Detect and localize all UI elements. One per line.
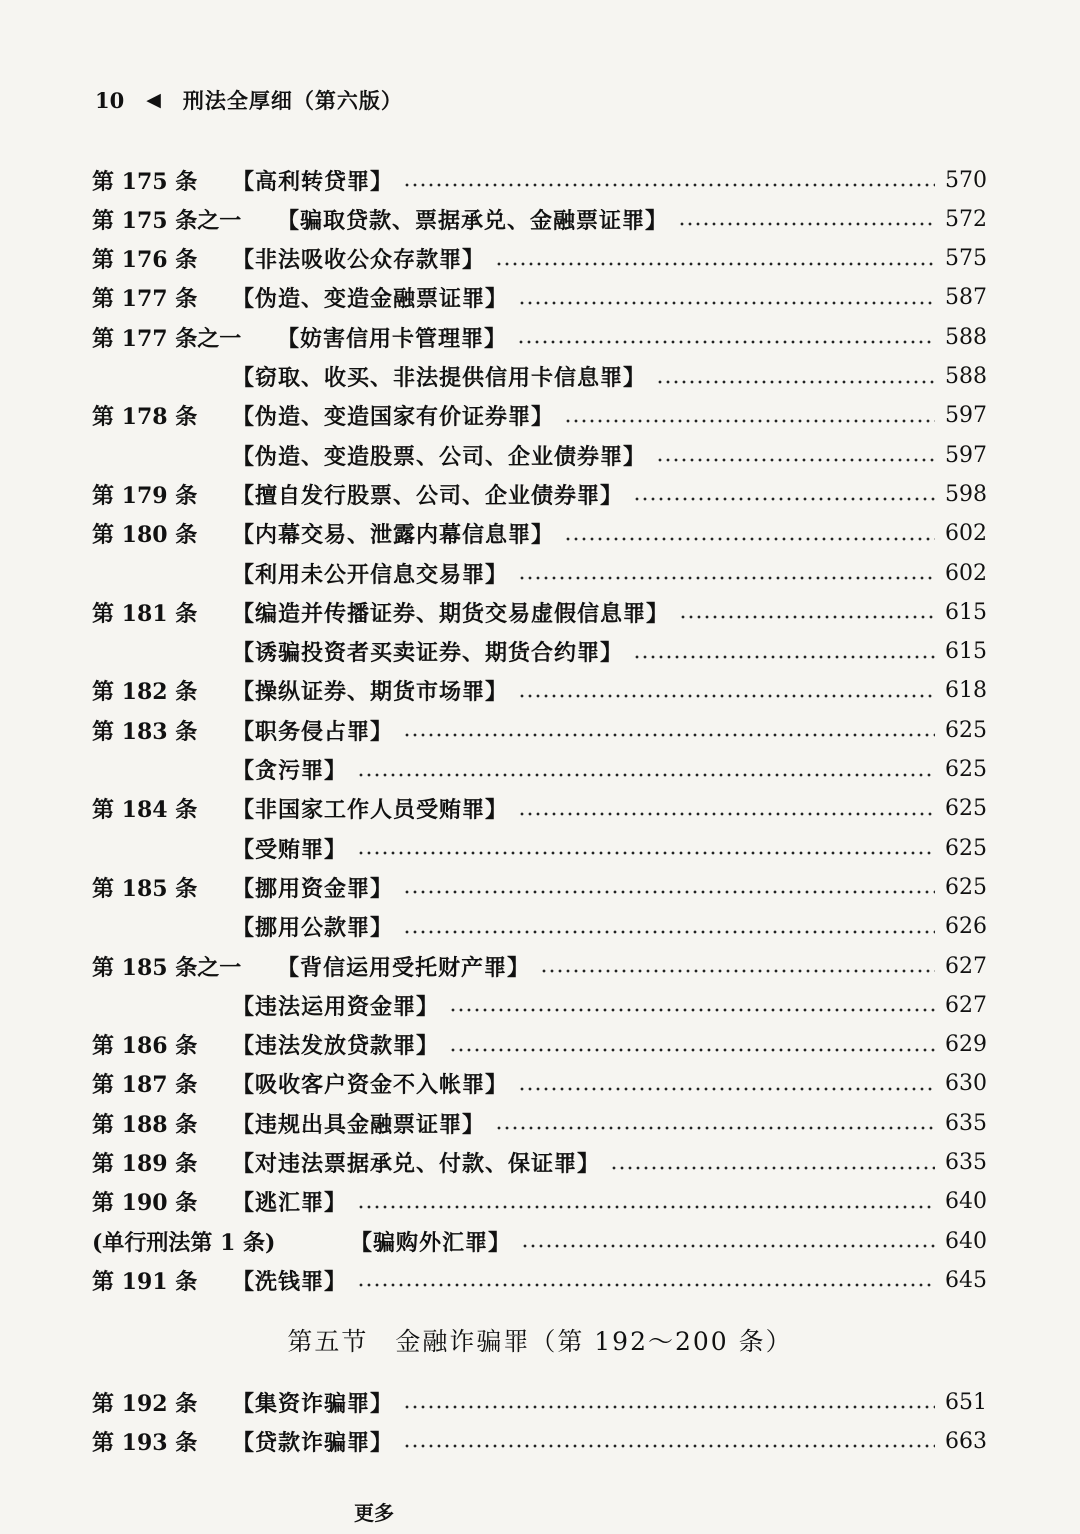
page-ref: 588	[945, 364, 987, 389]
page-ref: 597	[945, 442, 987, 468]
article-number: (单行刑法第 1 条)	[92, 1229, 276, 1256]
page-ref: 625	[945, 717, 987, 743]
dot-leader	[403, 930, 935, 934]
dot-leader	[357, 773, 935, 777]
crime-title: 【擅自发行股票、公司、企业债券罪】	[232, 483, 624, 509]
article-number: 第 190 条	[92, 1190, 198, 1217]
crime-title: 【骗取贷款、票据承兑、金融票证罪】	[277, 208, 669, 234]
crime-title: 【挪用资金罪】	[232, 876, 394, 902]
dot-leader	[357, 1205, 935, 1209]
crime-title: 【利用未公开信息交易罪】	[232, 562, 509, 588]
page-ref: 627	[945, 953, 987, 979]
article-number: 第 177 条之一	[92, 325, 242, 352]
toc-row[interactable]	[92, 474, 987, 514]
article-number: 第 185 条	[92, 875, 198, 902]
toc-row[interactable]	[92, 1143, 987, 1183]
toc-row[interactable]	[92, 946, 987, 986]
toc-row[interactable]	[92, 1260, 987, 1300]
toc-row[interactable]	[92, 907, 987, 947]
dot-leader	[518, 576, 935, 580]
article-number: 第 177 条	[92, 286, 198, 313]
toc-row[interactable]	[92, 671, 987, 711]
dot-leader	[357, 851, 935, 855]
running-header	[95, 82, 403, 118]
page-ref: 615	[945, 639, 987, 665]
article-number: 第 181 条	[92, 600, 198, 627]
page-ref: 625	[945, 835, 987, 861]
dot-leader	[678, 222, 935, 226]
crime-title: 【职务侵占罪】	[232, 719, 394, 745]
dot-leader	[633, 497, 935, 501]
page-ref: 615	[945, 599, 987, 625]
dot-leader	[357, 1283, 935, 1287]
page-ref: 575	[945, 246, 987, 272]
toc-row[interactable]	[92, 1382, 987, 1422]
toc-row[interactable]	[92, 396, 987, 436]
crime-title: 【伪造、变造国家有价证券罪】	[232, 405, 555, 431]
toc-row[interactable]	[92, 160, 987, 200]
toc-row[interactable]	[92, 1182, 987, 1222]
page-ref: 630	[945, 1071, 987, 1097]
toc-row[interactable]	[92, 828, 987, 868]
crime-title: 【窃取、收买、非法提供信用卡信息罪】	[232, 366, 647, 391]
article-number: 第 187 条	[92, 1072, 198, 1099]
page-ref: 635	[945, 1110, 987, 1136]
crime-title: 【受贿罪】	[232, 837, 348, 863]
crime-title: 【伪造、变造股票、公司、企业债券罪】	[232, 444, 647, 470]
dot-leader	[679, 615, 935, 619]
toc-row[interactable]	[92, 1421, 987, 1461]
crime-title: 【违法发放贷款罪】	[232, 1034, 440, 1060]
dot-leader	[495, 1126, 935, 1130]
article-number: 第 183 条	[92, 718, 198, 745]
toc-row[interactable]	[92, 317, 987, 357]
dot-leader	[656, 380, 935, 384]
page-ref: 626	[945, 914, 987, 940]
toc-row[interactable]	[92, 789, 987, 829]
page-ref: 570	[945, 167, 987, 193]
toc-row[interactable]	[92, 1064, 987, 1104]
crime-title: 【贪污罪】	[232, 759, 348, 784]
more-link[interactable]: 更多	[354, 1501, 394, 1525]
dot-leader	[540, 969, 935, 973]
dot-leader	[521, 1244, 935, 1248]
dot-leader	[403, 1405, 935, 1409]
article-number: 第 175 条之一	[92, 207, 242, 234]
left-arrow-icon: ◀	[146, 89, 161, 111]
dot-leader	[403, 733, 935, 737]
dot-leader	[517, 340, 935, 344]
page-ref: 625	[945, 874, 987, 900]
page-ref: 635	[945, 1150, 987, 1175]
dot-leader	[449, 1048, 935, 1052]
article-number: 第 189 条	[92, 1151, 198, 1177]
dot-leader	[518, 301, 935, 305]
page-ref: 587	[945, 285, 987, 311]
crime-title: 【骗购外汇罪】	[350, 1230, 512, 1256]
dot-leader	[403, 1444, 935, 1448]
page-ref: 663	[945, 1428, 987, 1454]
crime-title: 【诱骗投资者买卖证券、期货合约罪】	[232, 641, 624, 667]
dot-leader	[403, 890, 935, 894]
toc-row[interactable]	[92, 710, 987, 750]
crime-title: 【集资诈骗罪】	[232, 1391, 394, 1417]
article-number: 第 178 条	[92, 404, 198, 431]
toc-row[interactable]	[92, 985, 987, 1025]
crime-title: 【洗钱罪】	[232, 1269, 348, 1295]
article-number: 第 179 条	[92, 482, 198, 509]
dot-leader	[449, 1008, 935, 1012]
page-ref: 602	[945, 521, 987, 547]
crime-title: 【逃汇罪】	[232, 1191, 348, 1217]
toc-row[interactable]	[92, 239, 987, 279]
article-number: 第 180 条	[92, 522, 198, 549]
toc-row[interactable]	[92, 1025, 987, 1065]
toc-row[interactable]	[92, 1221, 987, 1261]
dot-leader	[610, 1166, 935, 1170]
page-ref: 640	[945, 1189, 987, 1215]
dot-leader	[518, 812, 935, 816]
article-number: 第 188 条	[92, 1111, 198, 1138]
crime-title: 【伪造、变造金融票证罪】	[232, 287, 509, 313]
toc-row[interactable]	[92, 750, 987, 790]
page-ref: 645	[945, 1267, 987, 1293]
toc-row[interactable]	[92, 592, 987, 632]
article-number: 第 185 条之一	[92, 954, 242, 981]
toc-row[interactable]	[92, 553, 987, 593]
article-number: 第 184 条	[92, 797, 198, 824]
crime-title: 【吸收客户资金不入帐罪】	[232, 1073, 509, 1099]
page-ref: 651	[945, 1389, 987, 1415]
page-ref: 625	[945, 796, 987, 822]
article-number: 第 182 条	[92, 679, 198, 706]
crime-title: 【高利转贷罪】	[232, 169, 394, 195]
page-ref: 598	[945, 481, 987, 507]
dot-leader	[656, 458, 935, 462]
toc-row[interactable]	[92, 435, 987, 475]
crime-title: 【妨害信用卡管理罪】	[277, 326, 508, 352]
article-number: 第 175 条	[92, 168, 198, 195]
toc-row[interactable]	[92, 357, 987, 397]
dot-leader	[633, 655, 935, 659]
dot-leader	[403, 183, 935, 187]
page-ref: 588	[945, 324, 987, 350]
toc-row[interactable]	[92, 278, 987, 318]
crime-title: 【编造并传播证券、期货交易虚假信息罪】	[232, 601, 670, 627]
article-number: 第 186 条	[92, 1033, 198, 1060]
page-number: 10	[95, 87, 125, 113]
dot-leader	[564, 419, 935, 423]
article-number: 第 192 条	[92, 1390, 198, 1417]
page-ref: 629	[945, 1032, 987, 1058]
crime-title: 【背信运用受托财产罪】	[277, 955, 531, 981]
toc-row[interactable]	[92, 199, 987, 239]
toc-row[interactable]	[92, 1103, 987, 1143]
page-ref: 618	[945, 678, 987, 704]
dot-leader	[518, 694, 935, 698]
crime-title: 【挪用公款罪】	[232, 916, 394, 942]
page-ref: 602	[945, 560, 987, 586]
toc-row[interactable]	[92, 632, 987, 672]
dot-leader	[518, 1087, 935, 1091]
crime-title: 【非国家工作人员受贿罪】	[232, 798, 509, 824]
book-title: 刑法全厚细（第六版）	[182, 89, 403, 113]
article-number: 第 191 条	[92, 1268, 198, 1295]
crime-title: 【内幕交易、泄露内幕信息罪】	[232, 523, 555, 549]
toc-row[interactable]	[92, 514, 987, 554]
page-ref: 625	[945, 757, 987, 782]
article-number: 第 176 条	[92, 247, 198, 274]
page-ref: 597	[945, 403, 987, 429]
crime-title: 【操纵证券、期货市场罪】	[232, 680, 509, 706]
dot-leader	[495, 262, 935, 266]
page-ref: 627	[945, 992, 987, 1018]
crime-title: 【非法吸收公众存款罪】	[232, 248, 486, 274]
page-ref: 572	[945, 206, 987, 232]
crime-title: 【贷款诈骗罪】	[232, 1430, 394, 1456]
dot-leader	[564, 537, 935, 541]
crime-title: 【违规出具金融票证罪】	[232, 1112, 486, 1138]
section-heading: 第五节 金融诈骗罪（第 192～200 条）	[287, 1327, 793, 1356]
page-ref: 640	[945, 1228, 987, 1254]
article-number: 第 193 条	[92, 1429, 198, 1456]
toc-row[interactable]	[92, 867, 987, 907]
crime-title: 【对违法票据承兑、付款、保证罪】	[232, 1152, 601, 1177]
crime-title: 【违法运用资金罪】	[232, 994, 440, 1020]
